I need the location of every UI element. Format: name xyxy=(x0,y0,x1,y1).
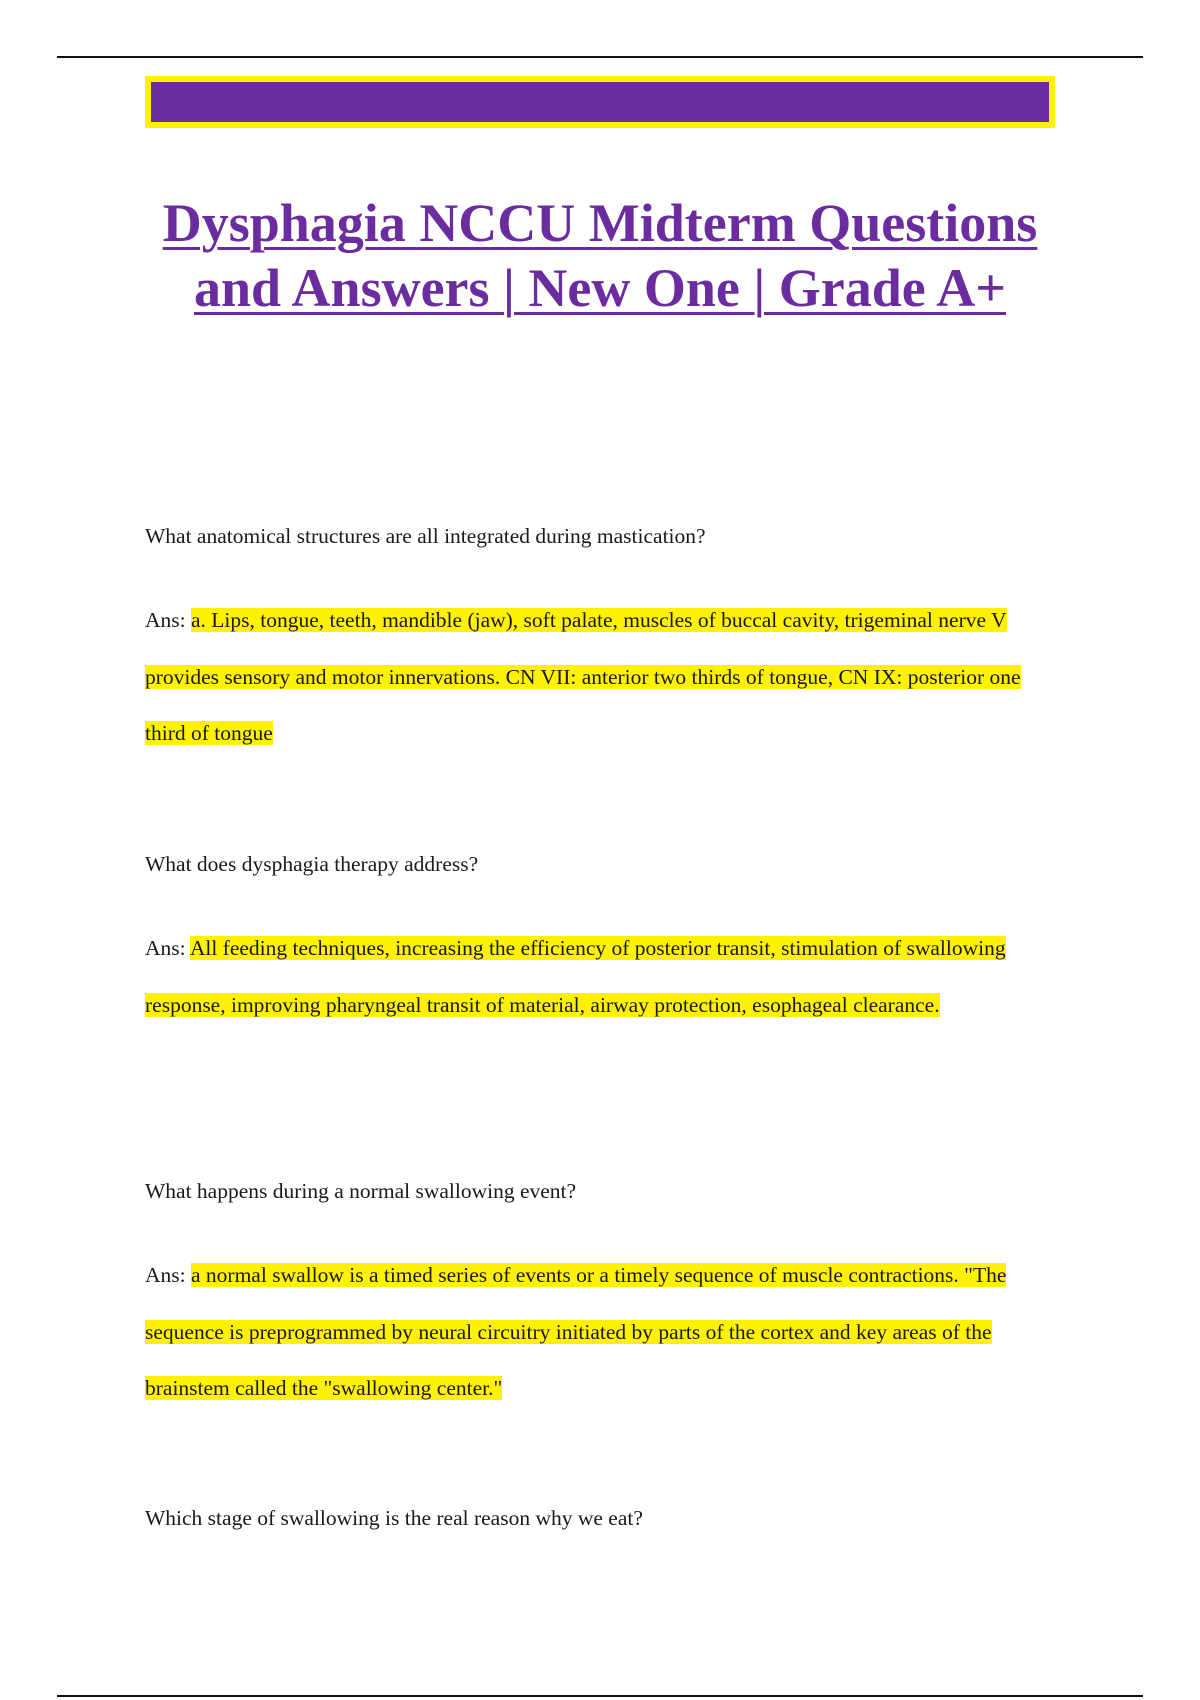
qa-block-1 xyxy=(145,522,1065,762)
question-text: Which stage of swallowing is the real reason why we eat? xyxy=(145,1506,643,1530)
answer-text: a normal swallow is a timed series of events or a timely sequence of muscle contractions. "The sequence is preprogrammed by neural circuitry initiated by parts of the cortex and key areas of the brainstem called the "swallowing center." xyxy=(145,1263,1007,1400)
qa-block-2 xyxy=(145,850,1065,1033)
document-title-text: Dysphagia NCCU Midterm Questions and Answers | New One | Grade A+ xyxy=(162,193,1038,319)
header-banner xyxy=(145,76,1055,128)
answer-label: Ans: xyxy=(145,608,186,632)
answer-text: All feeding techniques, increasing the efficiency of posterior transit, stimulation of swallowing response, improving pharyngeal transit of material, airway protection, esophageal clearance. xyxy=(145,936,1006,1017)
question-text: What anatomical structures are all integrated during mastication? xyxy=(145,524,706,548)
document-title xyxy=(145,191,1055,321)
question-text: What happens during a normal swallowing event? xyxy=(145,1179,577,1203)
answer-label: Ans: xyxy=(145,936,186,960)
answer-text: a. Lips, tongue, teeth, mandible (jaw), soft palate, muscles of buccal cavity, trigeminal nerve V provides sensory and motor innervations. CN VII: anterior two thirds of tongue, CN IX: posterior one third of tongue xyxy=(145,608,1021,745)
answer-paragraph xyxy=(145,1247,1065,1417)
answer-paragraph xyxy=(145,592,1065,762)
answer-paragraph xyxy=(145,920,1065,1033)
answer-label: Ans: xyxy=(145,1263,186,1287)
qa-block-3 xyxy=(145,1177,1065,1417)
bottom-rule xyxy=(57,1695,1143,1697)
question-text: What does dysphagia therapy address? xyxy=(145,852,479,876)
top-rule xyxy=(57,56,1143,58)
qa-block-4 xyxy=(145,1504,1065,1532)
